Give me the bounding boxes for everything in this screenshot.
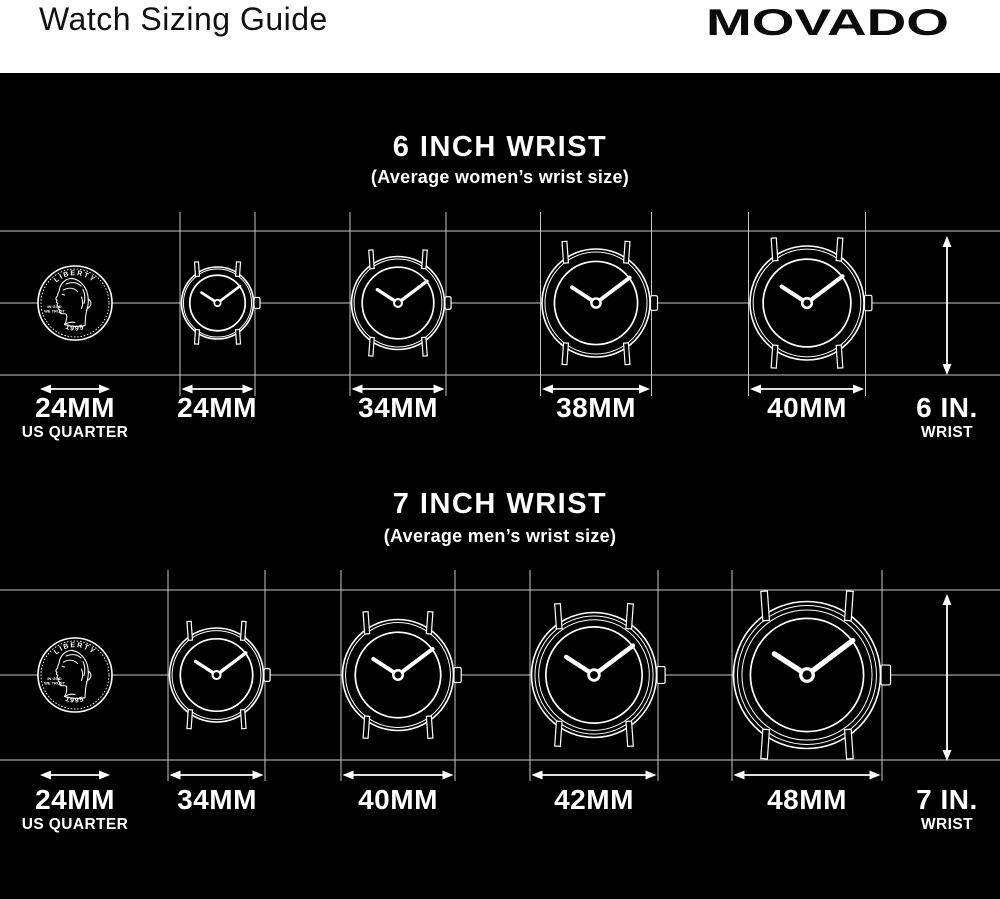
quarter-sublabel-7in: US QUARTER (21, 816, 129, 833)
size-label-40mm-6in: 40MM (767, 392, 847, 423)
center-pinion (801, 669, 813, 681)
watch-lug (426, 716, 433, 738)
diagram-section-7-inch (0, 570, 1000, 781)
watch-crown (651, 296, 658, 311)
watch-crown (657, 667, 665, 684)
watch-lug (422, 250, 427, 269)
quarter-sublabel-6in: US QUARTER (21, 424, 129, 441)
wrist-label-6in: 6 IN. (916, 392, 978, 423)
watch-lug (624, 241, 630, 263)
size-label-34mm-6in: 34MM (358, 392, 438, 423)
watch-lug (845, 591, 854, 621)
brand-wordmark: MOVADO (706, 2, 949, 43)
watch-illustration-34mm (170, 621, 271, 728)
wrist-span-arrow-6in (943, 236, 952, 375)
center-pinion (802, 298, 812, 308)
watch-illustration-40mm (343, 612, 462, 739)
watch-crown (881, 665, 891, 685)
size-arrow-48mm (734, 771, 881, 780)
watch-lug (241, 710, 247, 729)
size-label-38mm: 38MM (556, 392, 636, 423)
watch-lug (369, 250, 374, 269)
watch-lug (194, 262, 199, 277)
watch-lug (626, 721, 633, 746)
watch-crown (254, 298, 260, 309)
watch-lug (562, 343, 568, 365)
watch-illustration-42mm (532, 604, 666, 747)
watch-lug (761, 591, 770, 621)
size-label-quarter-7in: 24MM (35, 784, 115, 815)
coin-liberty-text: LIBERTY (53, 270, 97, 285)
watch-crown (454, 668, 461, 683)
center-pinion (394, 299, 402, 307)
section-heading-7-inch: 7 INCH WRIST (392, 488, 608, 520)
watch-lug (187, 710, 193, 729)
watch-illustration-24mm (182, 262, 261, 344)
section-heading-6-inch: 6 INCH WRIST (392, 131, 608, 163)
page-title: Watch Sizing Guide (39, 1, 328, 37)
watch-lug (363, 716, 370, 738)
size-arrow-quarter (40, 771, 110, 780)
watch-lug (187, 621, 193, 640)
wrist-sublabel-7in: WRIST (921, 816, 973, 833)
coin-liberty-text: LIBERTY (53, 642, 97, 657)
watch-lug (194, 330, 199, 345)
coin-date-text: 1995 (64, 695, 86, 705)
watch-lug (426, 612, 433, 634)
watch-illustration-40mm (750, 238, 872, 368)
watch-crown (264, 669, 270, 682)
size-label-34mm-7in: 34MM (177, 784, 257, 815)
size-arrow-42mm (532, 771, 657, 780)
center-pinion (591, 298, 600, 307)
size-label-40mm-7in: 40MM (358, 784, 438, 815)
us-quarter-illustration (38, 266, 112, 340)
us-quarter-illustration (38, 638, 112, 712)
watch-illustration-48mm (734, 591, 891, 759)
watch-lug (562, 241, 568, 263)
section-subheading-7-inch: (Average men’s wrist size) (383, 526, 617, 546)
center-pinion (214, 300, 220, 306)
watch-lug (761, 729, 770, 759)
watch-lug (771, 238, 778, 261)
watch-lug (771, 345, 778, 368)
coin-motto-line1: IN GOD (47, 676, 62, 681)
coin-motto-line1: IN GOD (47, 304, 62, 309)
wrist-label-7in: 7 IN. (916, 784, 978, 815)
watch-lug (241, 621, 247, 640)
watch-illustration-34mm (352, 250, 452, 356)
watch-lug (624, 343, 630, 365)
coin-motto-line2: WE TRUST (44, 680, 65, 686)
center-pinion (589, 670, 600, 681)
wrist-sublabel-6in: WRIST (921, 424, 973, 441)
size-arrow-40mm (343, 771, 454, 780)
size-label-48mm: 48MM (767, 784, 847, 815)
watch-illustration-38mm (542, 241, 658, 364)
watch-lug (836, 345, 843, 368)
watch-crown (445, 297, 451, 310)
wrist-span-arrow-7in (943, 594, 952, 761)
watch-lug (626, 604, 633, 629)
watch-lug (555, 604, 562, 629)
size-label-24mm: 24MM (177, 392, 257, 423)
center-pinion (213, 671, 221, 679)
watch-lug (236, 262, 241, 277)
size-arrow-34mm (170, 771, 264, 780)
watch-lug (555, 721, 562, 746)
coin-motto-line2: WE TRUST (44, 308, 65, 314)
watch-lug (422, 337, 427, 356)
watch-crown (865, 295, 872, 310)
center-pinion (393, 670, 402, 679)
watch-lug (363, 612, 370, 634)
watch-lug (236, 330, 241, 345)
size-label-42mm: 42MM (554, 784, 634, 815)
size-label-quarter-6in: 24MM (35, 392, 115, 423)
watch-lug (369, 337, 374, 356)
coin-date-text: 1995 (64, 323, 86, 333)
diagram-section-6-inch (0, 212, 1000, 396)
watch-lug (845, 729, 854, 759)
section-subheading-6-inch: (Average women’s wrist size) (370, 167, 630, 187)
watch-lug (836, 238, 843, 261)
